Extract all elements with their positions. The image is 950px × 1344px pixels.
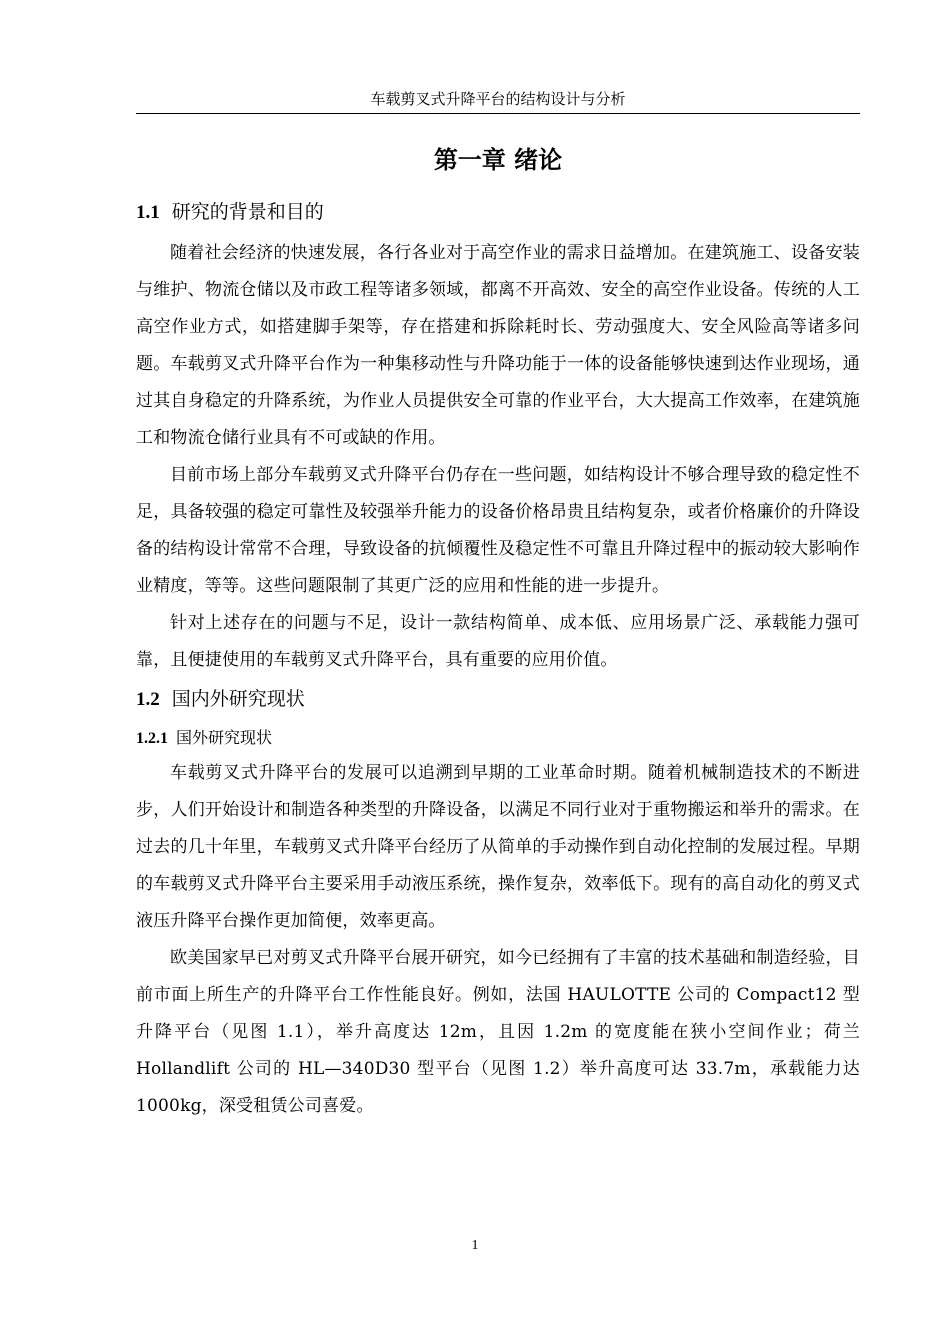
chapter-title: 第一章 绪论 <box>433 146 563 174</box>
section-number: 1.2 <box>136 689 160 710</box>
subsection-title: 国外研究现状 <box>176 728 273 747</box>
paragraph: 欧美国家早已对剪叉式升降平台展开研究，如今已经拥有了丰富的技术基础和制造经验，目前市面上所生产的升降平台工作性能良好。例如，法国 HAULOTTE 公司的 Compact12 型升降平台（见图 1.1），举升高度达 12m，且因 1.2m 的宽度能在狭小空间作业；荷兰 Hollandlift 公司的 HL—340D30 型平台（见图 1.2）举升高度可达 33.7m，承载能力达 1000kg，深受租赁公司喜爱。 <box>136 948 860 1116</box>
page-body <box>136 140 860 1125</box>
paragraph: 随着社会经济的快速发展，各行各业对于高空作业的需求日益增加。在建筑施工、设备安装与维护、物流仓储以及市政工程等诸多领域，都离不开高效、安全的高空作业设备。传统的人工高空作业方式，如搭建脚手架等，存在搭建和拆除耗时长、劳动强度大、安全风险高等诸多问题。车载剪叉式升降平台作为一种集移动性与升降功能于一体的设备能够快速到达作业现场，通过其自身稳定的升降系统，为作业人员提供安全可靠的作业平台，大大提高工作效率，在建筑施工和物流仓储行业具有不可或缺的作用。 <box>136 243 860 448</box>
section-number: 1.1 <box>136 202 160 223</box>
section-heading-1-1 <box>136 194 860 231</box>
paragraph: 车载剪叉式升降平台的发展可以追溯到早期的工业革命时期。随着机械制造技术的不断进步，人们开始设计和制造各种类型的升降设备，以满足不同行业对于重物搬运和举升的需求。在过去的几十年里，车载剪叉式升降平台经历了从简单的手动操作到自动化控制的发展过程。早期的车载剪叉式升降平台主要采用手动液压系统，操作复杂，效率低下。现有的高自动化的剪叉式液压升降平台操作更加简便，效率更高。 <box>136 763 860 931</box>
page-number: 1 <box>471 1238 479 1253</box>
running-header: 车载剪叉式升降平台的结构设计与分析 <box>370 90 626 108</box>
section-heading-1-2 <box>136 681 860 718</box>
paragraph: 目前市场上部分车载剪叉式升降平台仍存在一些问题，如结构设计不够合理导致的稳定性不足，具备较强的稳定可靠性及较强举升能力的设备价格昂贵且结构复杂，或者价格廉价的升降设备的结构设计常常不合理，导致设备的抗倾覆性及稳定性不可靠且升降过程中的振动较大影响作业精度，等等。这些问题限制了其更广泛的应用和性能的进一步提升。 <box>136 465 860 596</box>
subsection-number: 1.2.1 <box>136 730 168 747</box>
header-rule <box>136 113 860 114</box>
section-title: 国内外研究现状 <box>171 688 305 710</box>
subsection-heading-1-2-1 <box>136 722 860 755</box>
paragraph: 针对上述存在的问题与不足，设计一款结构简单、成本低、应用场景广泛、承载能力强可靠，且便捷使用的车载剪叉式升降平台，具有重要的应用价值。 <box>136 613 860 670</box>
section-title: 研究的背景和目的 <box>171 201 324 223</box>
